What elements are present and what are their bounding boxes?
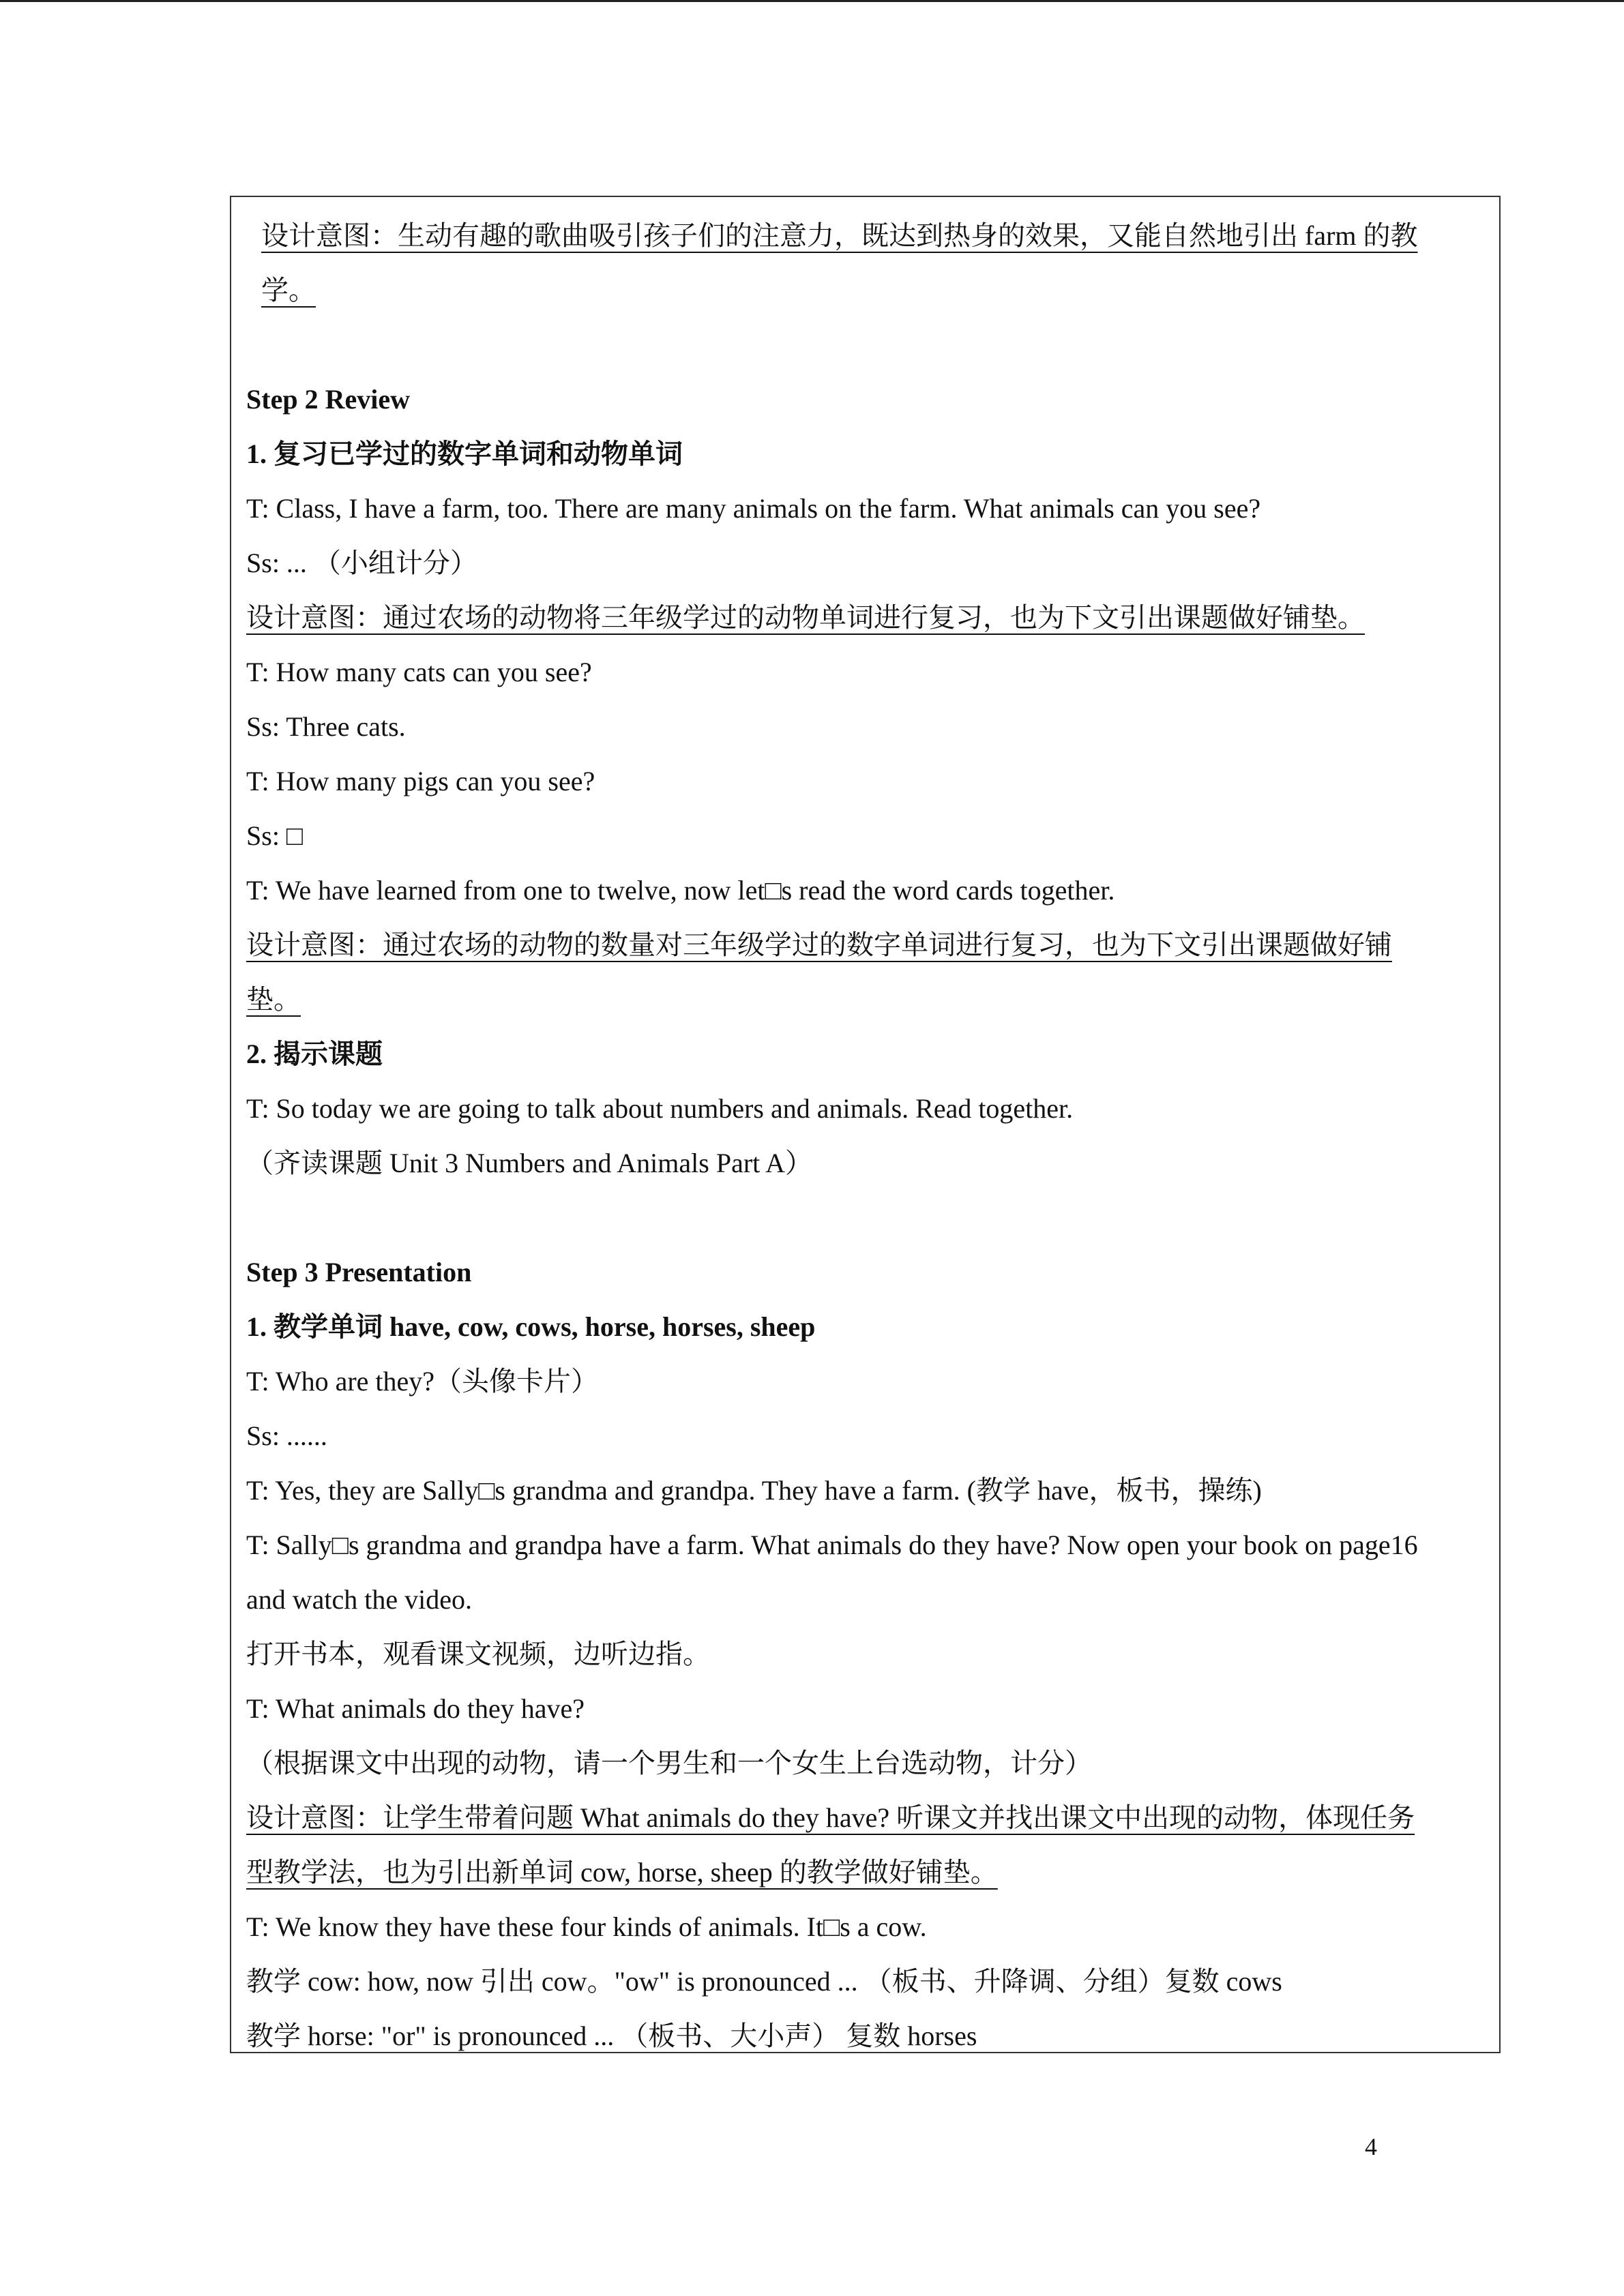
top-border-rule <box>0 0 1624 2</box>
subsection-heading: 1. 教学单词 have, cow, cows, horse, horses, sheep <box>246 1311 816 1342</box>
design-intent-note-continued: 型教学法，也为引出新单词 cow, horse, sheep 的教学做好铺垫。 <box>246 1857 998 1888</box>
design-intent-note: 设计意图：让学生带着问题 What animals do they have? 听课文并找出课文中出现的动物，体现任务 <box>246 1802 1415 1833</box>
subsection-heading: 2. 揭示课题 <box>246 1039 383 1069</box>
teacher-line: T: Sally□s grandma and grandpa have a farm. What animals do they have? Now open your book on page16 <box>246 1530 1418 1560</box>
activity-note: （齐读课题 Unit 3 Numbers and Animals Part A） <box>246 1148 812 1178</box>
student-line: Ss: □ <box>246 820 304 851</box>
teacher-line: T: What animals do they have? <box>246 1693 585 1724</box>
teacher-line: T: How many cats can you see? <box>246 657 592 687</box>
step-heading-presentation: Step 3 Presentation <box>246 1257 472 1287</box>
teacher-line: T: Who are they?（头像卡片） <box>246 1366 599 1397</box>
teacher-line: T: So today we are going to talk about numbers and animals. Read together. <box>246 1093 1074 1124</box>
subsection-heading: 1. 复习已学过的数字单词和动物单词 <box>246 438 683 469</box>
design-intent-note: 设计意图：通过农场的动物的数量对三年级学过的数字单词进行复习，也为下文引出课题做好铺 <box>246 929 1392 960</box>
teaching-step-note: 教学 horse: "or" is pronounced ... （板书、大小声） 复数 horses <box>246 2021 977 2051</box>
design-intent-note: 设计意图：通过农场的动物将三年级学过的动物单词进行复习，也为下文引出课题做好铺垫。 <box>246 602 1365 633</box>
design-intent-note: 设计意图：生动有趣的歌曲吸引孩子们的注意力，既达到热身的效果，又能自然地引出 farm 的教 <box>261 220 1418 251</box>
teacher-line: T: How many pigs can you see? <box>246 766 595 796</box>
teacher-line-continued: and watch the video. <box>246 1584 472 1615</box>
page-number: 4 <box>1365 2133 1377 2160</box>
teacher-line: T: We have learned from one to twelve, now let□s read the word cards together. <box>246 875 1115 906</box>
design-intent-note-continued: 学。 <box>261 275 316 305</box>
student-line: Ss: Three cats. <box>246 711 406 742</box>
lesson-plan-table-cell <box>230 196 1501 2053</box>
teacher-line: T: We know they have these four kinds of animals. It□s a cow. <box>246 1911 927 1942</box>
teacher-line: T: Yes, they are Sally□s grandma and grandpa. They have a farm. (教学 have，板书，操练) <box>246 1475 1262 1506</box>
step-heading-review: Step 2 Review <box>246 384 410 415</box>
student-line: Ss: ...... <box>246 1420 327 1451</box>
student-line: Ss: ... （小组计分） <box>246 548 477 578</box>
teacher-line: T: Class, I have a farm, too. There are many animals on the farm. What animals can you see? <box>246 493 1261 524</box>
design-intent-note-continued: 垫。 <box>246 984 301 1015</box>
activity-note: 打开书本，观看课文视频，边听边指。 <box>246 1639 710 1669</box>
teaching-step-note: 教学 cow: how, now 引出 cow。"ow" is pronounced ... （板书、升降调、分组）复数 cows <box>246 1966 1282 1997</box>
activity-note: （根据课文中出现的动物，请一个男生和一个女生上台选动物，计分） <box>246 1748 1092 1778</box>
